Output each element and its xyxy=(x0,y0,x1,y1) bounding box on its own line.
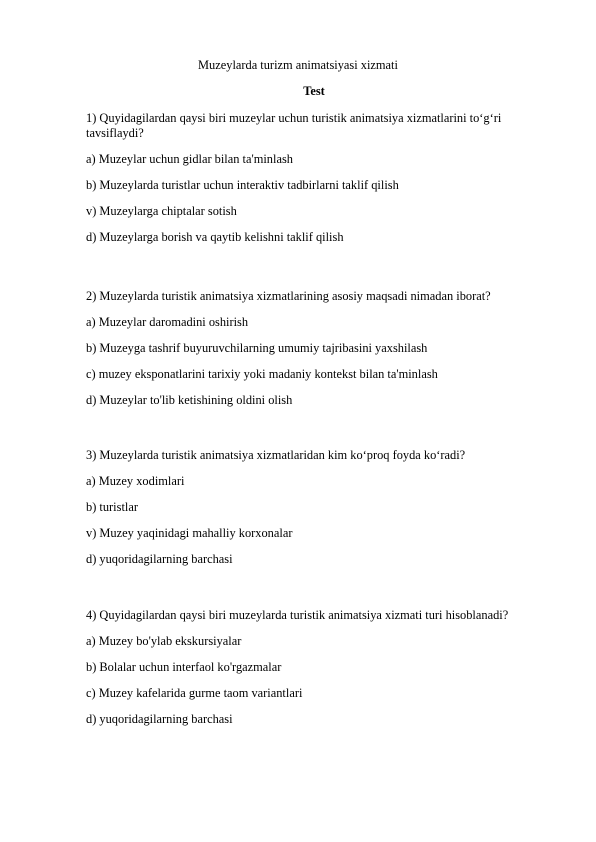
question-1-option-b: b) Muzeylarda turistlar uchun interaktiv tadbirlarni taklif qilish xyxy=(86,178,399,192)
question-1-stem: 1) Quyidagilardan qaysi biri muzeylar uchun turistik animatsiya xizmatlarini to‘g‘ri tavsiflaydi? xyxy=(86,111,502,140)
question-3-option-a: a) Muzey xodimlari xyxy=(86,474,185,488)
question-2-option-c: c) muzey eksponatlarini tarixiy yoki madaniy kontekst bilan ta'minlash xyxy=(86,367,438,381)
question-3-stem: 3) Muzeylarda turistik animatsiya xizmatlaridan kim ko‘proq foyda ko‘radi? xyxy=(86,448,466,462)
question-4-option-b: b) Bolalar uchun interfaol ko'rgazmalar xyxy=(86,660,282,674)
question-2-stem: 2) Muzeylarda turistik animatsiya xizmatlarining asosiy maqsadi nimadan iborat? xyxy=(86,289,491,303)
question-4 xyxy=(86,608,526,727)
question-2-option-a: a) Muzeylar daromadini oshirish xyxy=(86,315,249,329)
question-3-option-d: d) yuqoridagilarning barchasi xyxy=(86,552,233,566)
question-4-stem: 4) Quyidagilardan qaysi biri muzeylarda turistik animatsiya xizmati turi hisoblanadi? xyxy=(86,608,509,622)
document-subtitle: Test xyxy=(303,84,325,98)
question-1 xyxy=(86,111,526,245)
question-2-option-d: d) Muzeylar to'lib ketishining oldini olish xyxy=(86,393,293,407)
question-2-option-b: b) Muzeyga tashrif buyuruvchilarning umumiy tajribasini yaxshilash xyxy=(86,341,428,355)
question-4-option-a: a) Muzey bo'ylab ekskursiyalar xyxy=(86,634,242,648)
question-3-option-v: v) Muzey yaqinidagi mahalliy korxonalar xyxy=(86,526,293,540)
question-1-option-v: v) Muzeylarga chiptalar sotish xyxy=(86,204,237,218)
document-title: Muzeylarda turizm animatsiyasi xizmati xyxy=(198,58,398,72)
question-1-option-a: a) Muzeylar uchun gidlar bilan ta'minlash xyxy=(86,152,293,166)
question-1-option-d: d) Muzeylarga borish va qaytib kelishni taklif qilish xyxy=(86,230,344,244)
question-4-option-c: c) Muzey kafelarida gurme taom variantlari xyxy=(86,686,303,700)
question-4-option-d: d) yuqoridagilarning barchasi xyxy=(86,712,233,726)
question-3-option-b: b) turistlar xyxy=(86,500,138,514)
question-3 xyxy=(86,448,526,567)
question-2 xyxy=(86,289,556,408)
